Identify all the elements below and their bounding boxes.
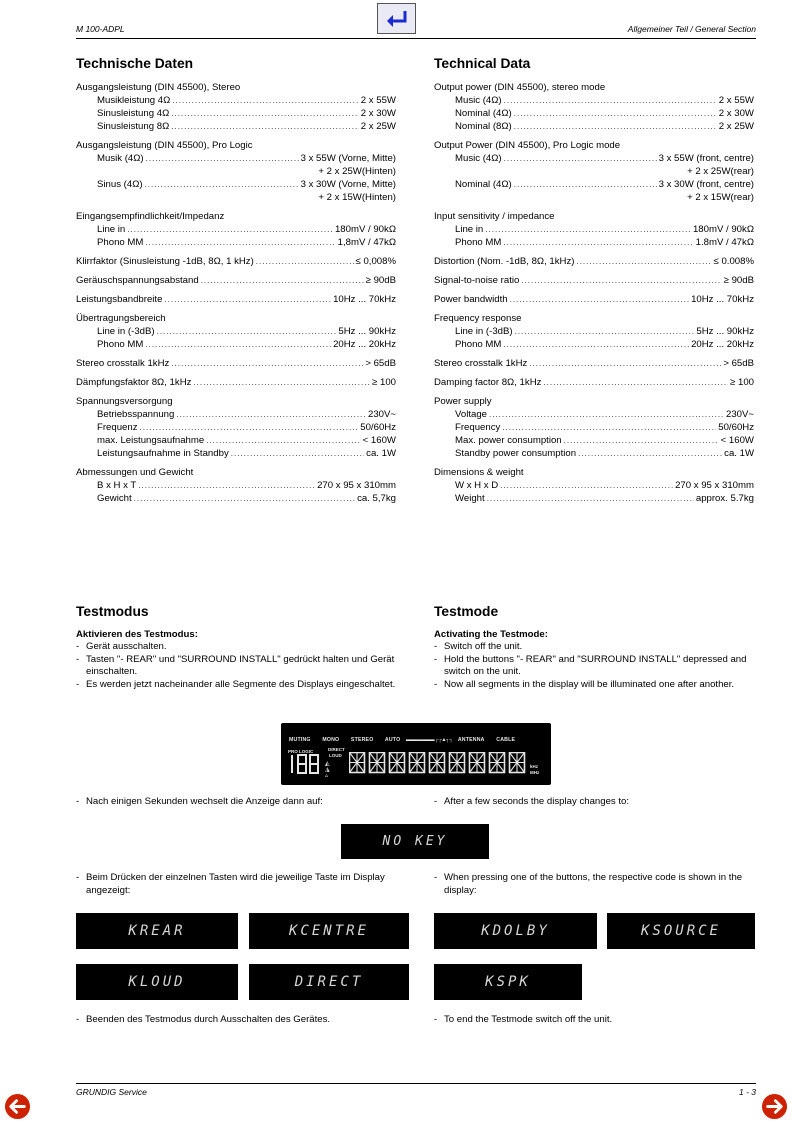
spec-value: 180mV / 90kΩ — [692, 224, 754, 235]
spec-label: Voltage — [455, 409, 488, 420]
spec-row — [76, 274, 396, 287]
spec-row — [434, 152, 754, 165]
spec-value: ≥ 100 — [372, 377, 396, 388]
end-testmode-en: - To end the Testmode switch off the unit. — [434, 1014, 613, 1025]
list-item: - Switch off the unit. — [434, 641, 523, 652]
spec-list-de — [76, 81, 396, 511]
spec-value: ≥ 90dB — [723, 275, 754, 286]
spec-group — [434, 466, 754, 505]
title-testmode: Testmode — [434, 604, 499, 619]
spec-value-continuation: + 2 x 15W(rear) — [687, 192, 754, 203]
spec-group — [76, 357, 396, 370]
spec-group — [76, 312, 396, 351]
back-button[interactable] — [377, 3, 416, 34]
spec-value: 10Hz ... 70kHz — [691, 294, 754, 305]
spec-row — [76, 479, 396, 492]
spec-group — [434, 274, 754, 287]
spec-group — [434, 210, 754, 249]
spec-value: < 160W — [720, 435, 754, 446]
leader-dots — [510, 294, 689, 305]
spec-group — [434, 293, 754, 306]
spec-label: Phono MM — [97, 339, 144, 350]
spec-label: Nominal (4Ω) — [455, 179, 512, 190]
spec-value: ca. 5,7kg — [357, 493, 396, 504]
page-number: 1 - 3 — [738, 1087, 756, 1097]
leader-dots — [504, 95, 717, 106]
leader-dots — [138, 480, 315, 491]
spec-row — [434, 434, 754, 447]
spec-row — [434, 421, 754, 434]
spec-row — [76, 236, 396, 249]
spec-row — [434, 447, 754, 460]
spec-value: ≥ 90dB — [365, 275, 396, 286]
spec-value: 3 x 55W (Vorne, Mitte) — [300, 153, 396, 164]
digits-188-icon — [288, 753, 322, 775]
spec-label: Line in — [97, 224, 126, 235]
spec-group — [434, 139, 754, 204]
lcd-code-kcentre: KCENTRE — [249, 913, 409, 949]
list-item: - Es werden jetzt nacheinander alle Segmente des Displays eingeschaltet. — [76, 678, 396, 690]
lcd-no-key: NO KEY — [341, 824, 489, 859]
leader-dots — [578, 448, 722, 459]
spec-label: W x H x D — [455, 480, 499, 491]
spec-label: Phono MM — [455, 339, 502, 350]
spec-value: 50/60Hz — [360, 422, 396, 433]
spec-label: Sinus (4Ω) — [97, 179, 143, 190]
leader-dots — [515, 326, 695, 337]
indicator-khz: kHz — [530, 764, 539, 769]
spec-group-heading: Frequency response — [434, 313, 522, 324]
spec-label: max. Leistungsaufnahme — [97, 435, 205, 446]
spec-label: Distortion (Nom. -1dB, 8Ω, 1kHz) — [434, 256, 575, 267]
spec-value: 3 x 30W (front, centre) — [658, 179, 754, 190]
spec-label: Line in (-3dB) — [97, 326, 155, 337]
spec-value: 270 x 95 x 310mm — [317, 480, 396, 491]
spec-group-heading: Abmessungen und Gewicht — [76, 467, 194, 478]
spec-group — [434, 395, 754, 460]
testmode-steps-de — [76, 628, 396, 691]
lcd-code-direct: DIRECT — [249, 964, 409, 1000]
leader-dots — [503, 237, 693, 248]
spec-value: > 65dB — [723, 358, 754, 369]
leader-dots — [171, 358, 363, 369]
leader-dots — [145, 339, 331, 350]
list-item: - Now all segments in the display will be illuminated one after another. — [434, 678, 735, 690]
leader-dots — [127, 224, 333, 235]
spec-group — [76, 81, 396, 133]
spec-row — [434, 325, 754, 338]
leader-dots — [201, 275, 364, 286]
spec-row — [76, 357, 396, 370]
end-testmode-de: - Beenden des Testmodus durch Ausschalten des Gerätes. — [76, 1014, 331, 1025]
spec-label: Line in (-3dB) — [455, 326, 513, 337]
spec-value: 230V~ — [367, 409, 396, 420]
indicator-prologic: PRO LOGIC — [288, 749, 314, 754]
spec-group — [434, 81, 754, 133]
spec-group — [76, 255, 396, 268]
spec-group — [434, 357, 754, 370]
spec-group — [76, 376, 396, 389]
title-testmodus: Testmodus — [76, 604, 149, 619]
spec-label: Sinusleistung 4Ω — [97, 108, 170, 119]
spec-group-heading: Input sensitivity / impedance — [434, 211, 555, 222]
spec-group-heading: Eingangsempfindlichkeit/Impedanz — [76, 211, 225, 222]
spec-row — [76, 120, 396, 133]
leader-dots — [503, 339, 689, 350]
spec-label: Music (4Ω) — [455, 95, 502, 106]
spec-label: B x H x T — [97, 480, 137, 491]
leader-dots — [171, 108, 359, 119]
spec-value: 2 x 25W — [718, 121, 754, 132]
spec-value: ≥ 100 — [730, 377, 754, 388]
spec-label: Betriebsspannung — [97, 409, 175, 420]
spec-value: 2 x 55W — [360, 95, 396, 106]
spec-row — [434, 223, 754, 236]
spec-label: Dämpfungsfaktor 8Ω, 1kHz — [76, 377, 192, 388]
lcd-code-ksource: KSOURCE — [607, 913, 755, 949]
spec-value: 180mV / 90kΩ — [334, 224, 396, 235]
spec-row — [434, 338, 754, 351]
spec-row — [76, 434, 396, 447]
spec-value: 5Hz ... 90kHz — [696, 326, 754, 337]
spec-row — [434, 274, 754, 287]
leader-dots — [176, 409, 366, 420]
spec-label: Weight — [455, 493, 485, 504]
spec-label: Frequenz — [97, 422, 138, 433]
speaker-icons: ◭ ◮ ▵ — [325, 761, 330, 779]
spec-row — [434, 107, 754, 120]
spec-value: ca. 1W — [366, 448, 396, 459]
leader-dots — [171, 121, 359, 132]
spec-group-heading: Übertragungsbereich — [76, 313, 166, 324]
press-buttons-de: - Beim Drücken der einzelnen Tasten wird die jeweilige Taste im Display angezeigt: — [76, 872, 385, 896]
spec-group — [434, 312, 754, 351]
leader-dots — [576, 256, 711, 267]
lcd-code-kdolby: KDOLBY — [434, 913, 597, 949]
spec-row — [434, 408, 754, 421]
spec-group-heading: Spannungsversorgung — [76, 396, 173, 407]
return-arrow-icon — [385, 9, 409, 29]
spec-row — [434, 479, 754, 492]
spec-row — [76, 255, 396, 268]
list-item: - Hold the buttons "- REAR" and "SURROUND INSTALL" depressed and switch on the unit. — [434, 653, 747, 677]
spec-value-continuation: + 2 x 25W(Hinten) — [318, 166, 396, 177]
spec-row — [76, 152, 396, 165]
footer-brand: GRUNDIG Service — [76, 1087, 147, 1097]
spec-row — [434, 120, 754, 133]
spec-row — [434, 236, 754, 249]
spec-row — [434, 255, 754, 268]
next-page-button[interactable] — [761, 1093, 788, 1120]
spec-value: ≤ 0.008% — [713, 256, 754, 267]
spec-list-en — [434, 81, 754, 511]
spec-group — [76, 139, 396, 204]
leader-dots — [485, 224, 691, 235]
spec-value: 3 x 55W (front, centre) — [658, 153, 754, 164]
spec-label: Nominal (4Ω) — [455, 108, 512, 119]
spec-value: 2 x 55W — [718, 95, 754, 106]
indicator-muting: MUTING — [289, 737, 311, 743]
spec-value: ca. 1W — [724, 448, 754, 459]
spec-label: Music (4Ω) — [455, 153, 502, 164]
spec-label: Max. power consumption — [455, 435, 562, 446]
spec-group-heading: Ausgangsleistung (DIN 45500), Pro Logic — [76, 140, 253, 151]
title-technical-data: Technical Data — [434, 56, 531, 71]
leader-dots — [145, 179, 299, 190]
leader-dots — [146, 153, 299, 164]
leader-dots — [140, 422, 359, 433]
title-technische-daten: Technische Daten — [76, 56, 194, 71]
spec-value-continuation: + 2 x 25W(rear) — [687, 166, 754, 177]
spec-label: Phono MM — [455, 237, 502, 248]
leader-dots — [157, 326, 337, 337]
spec-label: Leistungsaufnahme in Standby — [97, 448, 229, 459]
spec-group — [76, 210, 396, 249]
testmode-steps-en — [434, 628, 754, 691]
leader-dots — [487, 493, 694, 504]
testmode-subtitle: Aktivieren des Testmodus: — [76, 629, 198, 640]
list-item: - Gerät ausschalten. — [76, 641, 167, 652]
spec-group — [76, 274, 396, 287]
testmode-subtitle: Activating the Testmode: — [434, 629, 548, 640]
lcd-code-kspk: KSPK — [434, 964, 582, 1000]
alphanumeric-segments — [349, 752, 529, 774]
spec-label: Phono MM — [97, 237, 144, 248]
spec-row — [76, 223, 396, 236]
spec-value: ≤ 0,008% — [355, 256, 396, 267]
leader-dots — [504, 153, 657, 164]
after-seconds-en: - After a few seconds the display changes to: — [434, 796, 630, 807]
spec-value-continuation: + 2 x 15W(Hinten) — [318, 192, 396, 203]
spec-value: 20Hz ... 20kHz — [691, 339, 754, 350]
indicator-loud: LOUD — [329, 753, 342, 758]
spec-label: Signal-to-noise ratio — [434, 275, 520, 286]
spec-label: Leistungsbandbreite — [76, 294, 163, 305]
leader-dots — [514, 179, 657, 190]
spec-row — [76, 408, 396, 421]
leader-dots — [514, 108, 717, 119]
leader-dots — [500, 480, 673, 491]
list-item: - Tasten "- REAR" und "SURROUND INSTALL" gedrückt halten und Gerät einschalten. — [76, 653, 395, 677]
spec-group-heading: Dimensions & weight — [434, 467, 524, 478]
header-section: Allgemeiner Teil / General Section — [627, 24, 756, 34]
spec-value: > 65dB — [365, 358, 396, 369]
indicator-mono: MONO — [322, 737, 340, 743]
leader-dots — [206, 435, 360, 446]
spec-row — [434, 178, 754, 191]
spec-row — [76, 293, 396, 306]
spec-value: 20Hz ... 20kHz — [333, 339, 396, 350]
spec-row — [434, 492, 754, 505]
spec-label: Musik (4Ω) — [97, 153, 144, 164]
spec-value: 230V~ — [725, 409, 754, 420]
spec-row — [434, 94, 754, 107]
leader-dots — [172, 95, 359, 106]
spec-label: Geräuschspannungsabstand — [76, 275, 199, 286]
level-bar-icon: ▬▬▬▬▬▬ ┌┌▲┐┐ — [405, 737, 453, 743]
lcd-code-kloud: KLOUD — [76, 964, 238, 1000]
spec-row — [76, 325, 396, 338]
previous-page-button[interactable] — [4, 1093, 31, 1120]
spec-value: 10Hz ... 70kHz — [333, 294, 396, 305]
leader-dots — [193, 377, 370, 388]
spec-group-heading: Ausgangsleistung (DIN 45500), Stereo — [76, 82, 241, 93]
spec-group-heading: Output Power (DIN 45500), Pro Logic mode — [434, 140, 621, 151]
lcd-code-krear: KREAR — [76, 913, 238, 949]
indicator-stereo: STEREO — [350, 737, 374, 743]
spec-label: Frequency — [455, 422, 501, 433]
indicator-mhz: MHz — [530, 770, 540, 775]
spec-value: 50/60Hz — [718, 422, 754, 433]
spec-row — [76, 421, 396, 434]
spec-label: Stereo crosstalk 1kHz — [434, 358, 528, 369]
leader-dots — [529, 358, 721, 369]
leader-dots — [134, 493, 355, 504]
spec-group — [434, 376, 754, 389]
indicator-antenna: ANTENNA — [457, 737, 485, 743]
footer-rule — [76, 1083, 756, 1084]
leader-dots — [521, 275, 721, 286]
header-rule — [76, 38, 756, 39]
spec-value: 3 x 30W (Vorne, Mitte) — [300, 179, 396, 190]
spec-row — [76, 94, 396, 107]
leader-dots — [489, 409, 724, 420]
spec-group — [434, 255, 754, 268]
spec-label: Power bandwidth — [434, 294, 508, 305]
spec-row — [434, 376, 754, 389]
spec-value: 270 x 95 x 310mm — [675, 480, 754, 491]
leader-dots — [502, 422, 716, 433]
leader-dots — [514, 121, 717, 132]
indicator-direct: DIRECT — [328, 747, 345, 752]
spec-value: 1,8mV / 47kΩ — [337, 237, 396, 248]
leader-dots — [164, 294, 331, 305]
leader-dots — [231, 448, 364, 459]
spec-row — [76, 376, 396, 389]
spec-label: Line in — [455, 224, 484, 235]
indicator-cable: CABLE — [496, 737, 516, 743]
spec-label: Damping factor 8Ω, 1kHz — [434, 377, 542, 388]
spec-label: Stereo crosstalk 1kHz — [76, 358, 170, 369]
after-seconds-de: - Nach einigen Sekunden wechselt die Anzeige dann auf: — [76, 796, 323, 807]
header-model: M 100-ADPL — [76, 24, 125, 34]
leader-dots — [256, 256, 354, 267]
spec-row — [76, 107, 396, 120]
leader-dots — [543, 377, 728, 388]
spec-row — [434, 293, 754, 306]
spec-value: 2 x 30W — [718, 108, 754, 119]
spec-value: 5Hz ... 90kHz — [338, 326, 396, 337]
spec-label: Klirrfaktor (Sinusleistung -1dB, 8Ω, 1 kHz) — [76, 256, 254, 267]
indicator-auto: AUTO — [384, 737, 401, 743]
spec-value: 1.8mV / 47kΩ — [695, 237, 754, 248]
spec-group-heading: Power supply — [434, 396, 492, 407]
spec-value: approx. 5.7kg — [695, 493, 754, 504]
leader-dots — [145, 237, 335, 248]
press-buttons-en: - When pressing one of the buttons, the respective code is shown in the display: — [434, 872, 743, 896]
spec-row — [76, 338, 396, 351]
spec-row — [76, 447, 396, 460]
spec-group — [76, 466, 396, 505]
spec-label: Gewicht — [97, 493, 132, 504]
spec-row — [434, 357, 754, 370]
spec-label: Standby power consumption — [455, 448, 577, 459]
spec-value: 2 x 30W — [360, 108, 396, 119]
spec-row — [76, 492, 396, 505]
full-segment-display — [281, 723, 551, 785]
spec-group-heading: Output power (DIN 45500), stereo mode — [434, 82, 606, 93]
spec-label: Sinusleistung 8Ω — [97, 121, 170, 132]
spec-value: < 160W — [362, 435, 396, 446]
display-indicator-row — [289, 737, 525, 743]
spec-row — [76, 178, 396, 191]
spec-group — [76, 293, 396, 306]
leader-dots — [564, 435, 719, 446]
spec-group — [76, 395, 396, 460]
spec-label: Nominal (8Ω) — [455, 121, 512, 132]
spec-label: Musikleistung 4Ω — [97, 95, 171, 106]
spec-value: 2 x 25W — [360, 121, 396, 132]
